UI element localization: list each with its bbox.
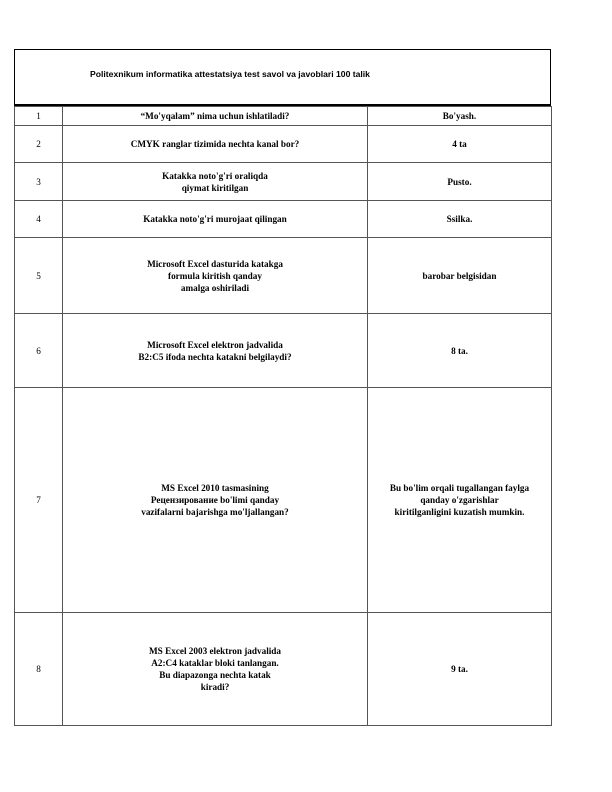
answer-cell: 9 ta. xyxy=(368,613,552,726)
table-row xyxy=(15,388,552,613)
row-number: 3 xyxy=(15,163,63,201)
answer-cell: 4 ta xyxy=(368,126,552,163)
question-cell: “Mo'yqalam” nima uchun ishlatiladi? xyxy=(63,107,368,126)
answer-cell: Pusto. xyxy=(368,163,552,201)
answer-cell: barobar belgisidan xyxy=(368,238,552,314)
row-number: 7 xyxy=(15,388,63,613)
answer-cell: 8 ta. xyxy=(368,314,552,388)
question-cell: Katakka noto'g'ri murojaat qilingan xyxy=(63,201,368,238)
header-box xyxy=(14,49,551,106)
question-cell: Microsoft Excel dasturida katakga formula kiritish qanday amalga oshiriladi xyxy=(63,238,368,314)
question-cell: MS Excel 2003 elektron jadvalida A2:C4 kataklar bloki tanlangan. Bu diapazonga nechta katak kiradi? xyxy=(63,613,368,726)
row-number: 5 xyxy=(15,238,63,314)
answer-cell: Bu bo'lim orqali tugallangan faylga qanday o'zgarishlar kiritilganligini kuzatish mumkin. xyxy=(368,388,552,613)
row-number: 2 xyxy=(15,126,63,163)
table-row xyxy=(15,238,552,314)
question-cell: Microsoft Excel elektron jadvalida B2:C5 ifoda nechta katakni belgilaydi? xyxy=(63,314,368,388)
table-row xyxy=(15,314,552,388)
question-cell: Katakka noto'g'ri oraliqda qiymat kiritilgan xyxy=(63,163,368,201)
qa-table xyxy=(14,106,552,726)
answer-cell: Bo'yash. xyxy=(368,107,552,126)
table-row xyxy=(15,126,552,163)
table-row xyxy=(15,613,552,726)
table-row xyxy=(15,163,552,201)
document-title: Politexnikum informatika attestatsiya test savol va javoblari 100 talik xyxy=(90,69,370,79)
row-number: 1 xyxy=(15,107,63,126)
row-number: 6 xyxy=(15,314,63,388)
row-number: 4 xyxy=(15,201,63,238)
question-cell: MS Excel 2010 tasmasining Рецензирование bo'limi qanday vazifalarni bajarishga mo'ljallangan? xyxy=(63,388,368,613)
table-row xyxy=(15,201,552,238)
question-cell: CMYK ranglar tizimida nechta kanal bor? xyxy=(63,126,368,163)
answer-cell: Ssilka. xyxy=(368,201,552,238)
document xyxy=(14,49,551,726)
table-row xyxy=(15,107,552,126)
row-number: 8 xyxy=(15,613,63,726)
